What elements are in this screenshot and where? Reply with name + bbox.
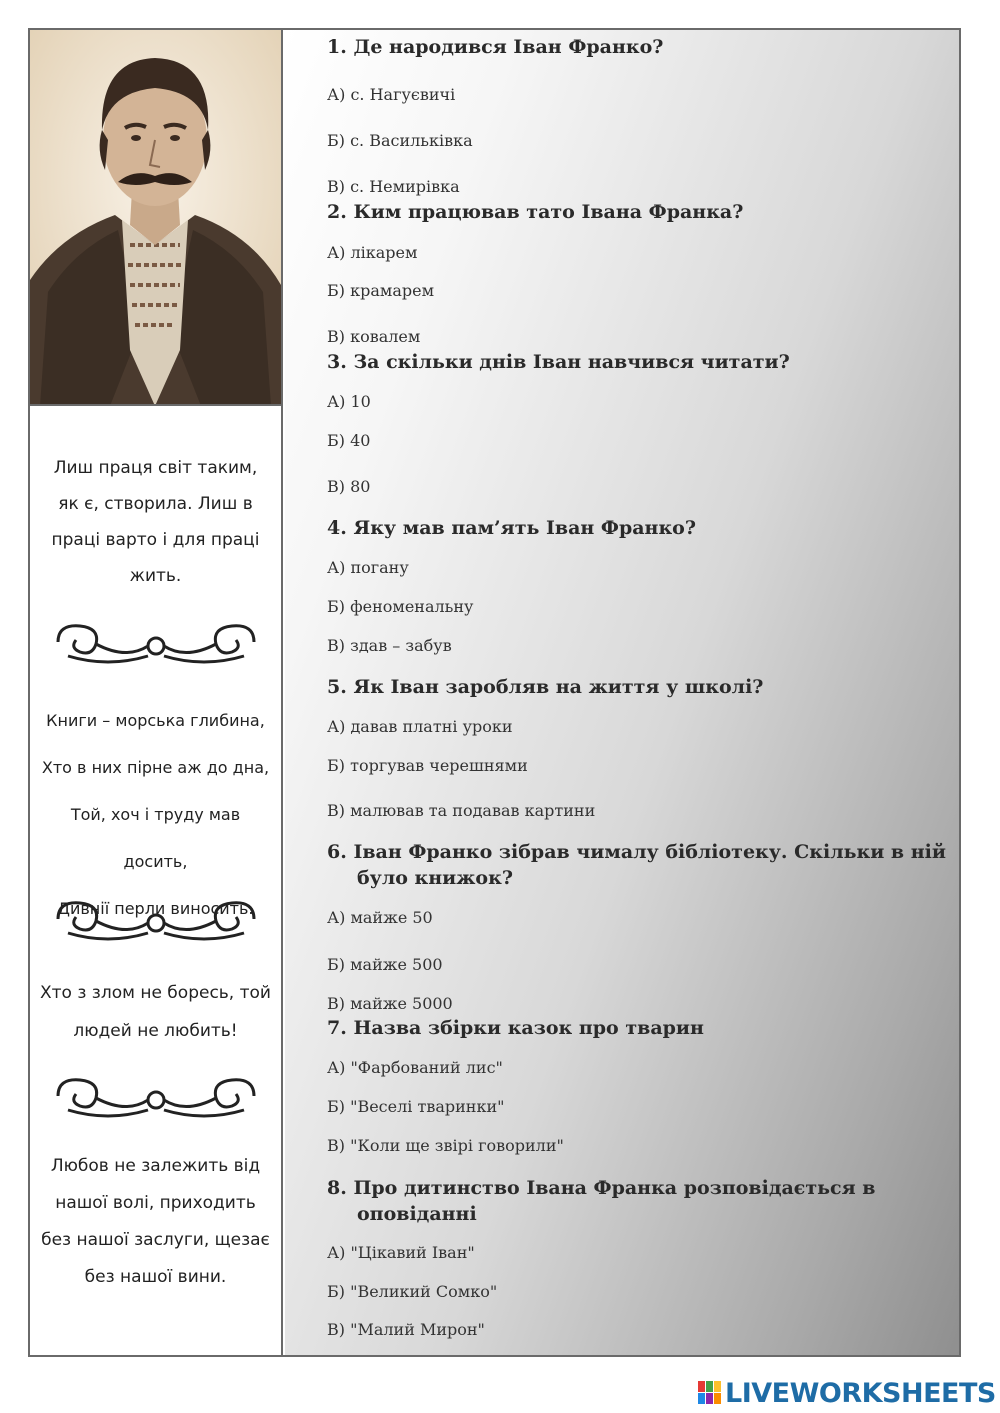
quote-1: Лиш праця світ таким, як є, створила. Лиш в праці варто і для праці жить.: [51, 458, 260, 586]
sidebar: [30, 30, 283, 1355]
question-1: 1. Де народився Іван Франко?: [327, 36, 664, 58]
question-4: 4. Яку мав пам’ять Іван Франко?: [327, 517, 696, 539]
question-7: 7. Назва збірки казок про тварин: [327, 1017, 704, 1039]
quote-3: Хто з злом не боресь, той людей не любить!: [40, 983, 271, 1041]
answer-option[interactable]: А) лікарем: [327, 243, 418, 262]
ornament-divider-icon: [48, 616, 264, 668]
question-3: 3. За скільки днів Іван навчився читати?: [327, 351, 790, 373]
answer-option[interactable]: А) погану: [327, 558, 409, 577]
answer-option[interactable]: А) "Фарбований лис": [327, 1058, 503, 1077]
liveworksheets-logo[interactable]: [698, 1378, 996, 1408]
answer-option[interactable]: В) здав – забув: [327, 636, 452, 655]
answer-option[interactable]: Б) "Веселі тваринки": [327, 1097, 505, 1116]
ornament-divider-icon: [48, 1070, 264, 1122]
answer-option[interactable]: А) давав платні уроки: [327, 717, 513, 736]
quote-4: Любов не залежить від нашої волі, приходить без нашої заслуги, щезає без нашої вини.: [41, 1156, 270, 1287]
answer-option[interactable]: Б) крамарем: [327, 281, 435, 300]
answer-option[interactable]: Б) "Великий Сомко": [327, 1282, 498, 1301]
liveworksheets-logo-icon: [698, 1381, 722, 1405]
question-8: 8. Про дитинство Івана Франка розповідається в оповіданні: [327, 1177, 876, 1225]
answer-option[interactable]: В) 80: [327, 477, 371, 496]
quote-2: Книги – морська глибина, Хто в них пірне аж до дна, Той, хоч і труду мав досить, Дивнії перли виносить.: [41, 711, 270, 918]
answer-option[interactable]: В) "Малий Мирон": [327, 1320, 485, 1339]
answer-option[interactable]: А) "Цікавий Іван": [327, 1243, 475, 1262]
answer-option[interactable]: А) майже 50: [327, 908, 433, 927]
answer-option[interactable]: Б) торгував черешнями: [327, 756, 528, 775]
answer-option[interactable]: А) с. Нагуєвичі: [327, 85, 456, 104]
portrait-image: [30, 30, 281, 406]
answer-option[interactable]: В) "Коли ще звірі говорили": [327, 1136, 564, 1155]
answer-option[interactable]: В) ковалем: [327, 327, 421, 346]
answer-option[interactable]: В) с. Немирівка: [327, 177, 460, 196]
answer-option[interactable]: Б) 40: [327, 431, 371, 450]
ornament-divider-icon: [48, 893, 264, 945]
answer-option[interactable]: Б) майже 500: [327, 955, 443, 974]
answer-option[interactable]: А) 10: [327, 392, 371, 411]
answer-option[interactable]: В) малював та подавав картини: [327, 801, 596, 820]
question-6: 6. Іван Франко зібрав чималу бібліотеку. Скільки в ній було книжок?: [327, 841, 946, 889]
logo-text: LIVEWORKSHEETS: [725, 1377, 996, 1409]
answer-option[interactable]: В) майже 5000: [327, 994, 453, 1013]
quiz-content: [285, 30, 959, 1355]
answer-option[interactable]: Б) феноменальну: [327, 597, 474, 616]
question-5: 5. Як Іван заробляв на життя у школі?: [327, 676, 764, 698]
answer-option[interactable]: Б) с. Васильківка: [327, 131, 473, 150]
question-2: 2. Ким працював тато Івана Франка?: [327, 201, 744, 223]
